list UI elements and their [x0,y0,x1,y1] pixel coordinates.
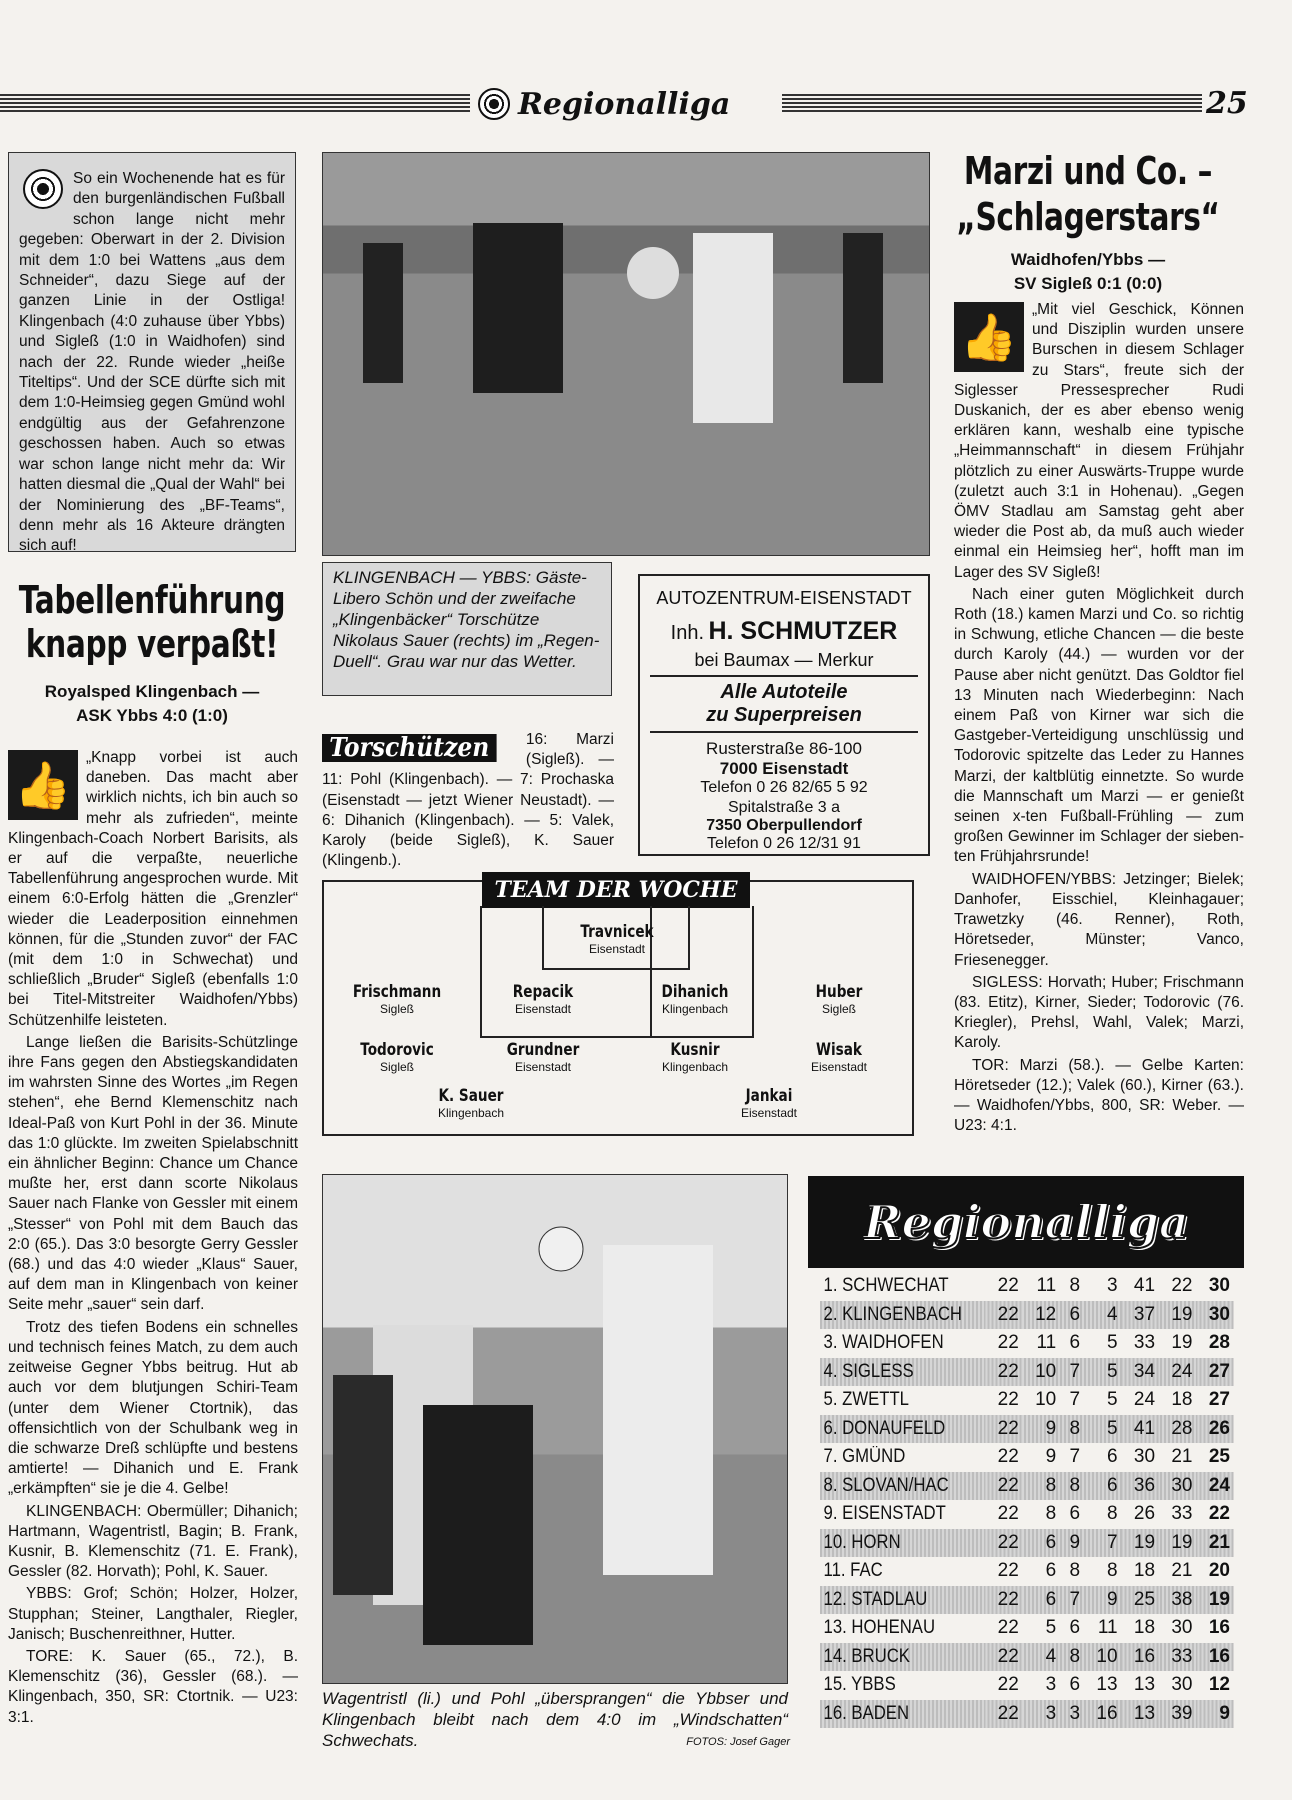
standings-cell: 22 [997,1389,1019,1411]
standings-cell: 3 [1069,1702,1081,1724]
standings-cell: 5 [1106,1417,1118,1439]
standings-cell: 5 [1045,1617,1057,1639]
ad-addr1: Rusterstraße 86-100 [706,739,862,758]
standings-row [820,1643,1234,1672]
standings-cell: 41 [1133,1417,1156,1439]
thumbs-up-icon: 👍 [954,302,1024,372]
team-player: Frischmann Sigleß [352,982,442,1016]
standings-cell: 22 [997,1446,1019,1468]
standings-cell: 33 [1171,1645,1193,1667]
team-player: Jankai Eisenstadt [740,1086,798,1120]
standings-cell: 6 [1069,1503,1081,1525]
photo-1-caption: KLINGENBACH — YBBS: Gäste-Libero Schön und der zweifache „Klingenbäcker“ Torschütze Nikolaus Sauer (rechts) im „Regen-Duell“. Grau war nur das Wetter. [322,562,612,696]
football-icon [478,88,510,120]
standings-cell: 8 [1069,1417,1081,1439]
standings-cell: 9 [1045,1446,1057,1468]
standings-cell: 41 [1133,1275,1156,1297]
right-match-line2: SV Sigleß 0:1 (0:0) [1013,274,1163,293]
standings-cell: 8 [1045,1474,1057,1496]
standings-cell: 11 [1097,1617,1118,1639]
standings-row [820,1671,1234,1700]
standings-table-wrap [820,1272,1234,1728]
standings-cell: 6 [1045,1531,1057,1553]
standings-cell: 22 [997,1588,1019,1610]
standings-cell: 5 [1106,1332,1118,1354]
standings-cell: 28 [1208,1332,1230,1354]
standings-cell: 7 [1069,1389,1081,1411]
standings-cell: 7 [1069,1360,1081,1382]
standings-cell: 22 [997,1303,1019,1325]
standings-cell: 22 [997,1503,1019,1525]
header-section [478,84,778,124]
standings-team: 9. EISENSTADT [823,1503,946,1525]
team-player: Repacik Eisenstadt [512,982,574,1016]
standings-team: 3. WAIDHOFEN [823,1332,944,1354]
photo-2-caption: Wagentristl (li.) und Pohl „übersprangen“ die Ybbser und Klingenbach bleibt nach dem 4:0 im „Windschatten“ Schwechats. [322,1689,788,1750]
standings-cell: 9 [1106,1588,1118,1610]
scorers-text: 16: Marzi (Sigleß). — 11: Pohl (Klingenbach). — 7: Prochaska (Eisenstadt — jetzt Wiener Neustadt). — 6: Dihanich (Klingenbach). — 5: Valek, Karoly (beide Sigleß), K. Sauer (Klingenb.). [322,731,614,870]
left-paragraph-2: Lange ließen die Barisits-Schützlinge ihre Fans gegen den Abstiegskandidaten im wahrsten Sinne des Wortes „im Regen stehen“, ehe Bernd Klemenschitz nach Ideal-Paß von Kurt Pohl in der 36. Minute das 1:0 glückte. Im zweiten Spielabschnitt ein ähnlicher Beginn: Chance um Chance mußte her, erst dann scorte Nikolaus Sauer nach Flanke von Gessler mit einem „Stesser“ von Pohl mit dem Bauch das 2:0 (65.). Das 3:0 besorgte Gerry Gessler (68.) und das 4:0 wieder „Klaus“ Sauer, auf dem man in Klingenbach von keiner Seite mehr „sauer“ sein darf. [8,1033,298,1314]
standings-row [820,1358,1234,1387]
team-player: Wisak Eisenstadt [810,1040,868,1074]
standings-cell: 25 [1208,1446,1230,1468]
standings-cell: 5 [1106,1389,1118,1411]
standings-cell: 18 [1171,1389,1193,1411]
standings-row [820,1329,1234,1358]
standings-cell: 36 [1133,1474,1156,1496]
standings-cell: 22 [997,1645,1019,1667]
standings-cell: 10 [1035,1389,1057,1411]
standings-cell: 8 [1069,1645,1081,1667]
intro-text: So ein Wochenende hat es für den burgenländischen Fußball schon lange nicht mehr gegeben: Oberwart in der 2. Division mit dem 1:0 bei Wattens „aus dem Schneider“, dazu Siege auf der ganzen Linie in der Ostliga! Klingenbach (4:0 zuhause über Ybbs) und Sigleß (1:0 in Waidhofen) sind nach der 22. Runde wieder „heiße Titeltips“. Und der SCE dürfte sich mit dem 1:0-Heimsieg gegen Gmünd wohl endgültig aus der Gefahrenzone geschossen haben. Auch so etwas war schon lange nicht mehr da: Wir hatten diesmal die „Qual der Wahl“ bei der Nominierung des „BF-Teams“, denn mehr als 16 Akteure drängten sich auf! [19,170,285,555]
ad-tel1: Telefon 0 26 82/65 5 92 [700,779,868,796]
match-photo-1 [322,152,930,556]
team-player: Todorovic Sigleß [360,1040,434,1074]
standings-row [820,1443,1234,1472]
standings-cell: 13 [1133,1674,1156,1696]
standings-cell: 20 [1208,1560,1230,1582]
standings-cell: 38 [1171,1588,1193,1610]
standings-cell: 10 [1096,1645,1118,1667]
standings-cell: 11 [1036,1332,1057,1354]
standings-cell: 6 [1106,1474,1118,1496]
ad-line2 [650,617,918,646]
standings-row [820,1700,1234,1729]
standings-cell: 9 [1045,1417,1057,1439]
standings-cell: 27 [1208,1389,1230,1411]
standings-row [820,1529,1234,1558]
team-player: Huber Sigleß [815,982,863,1016]
standings-cell: 22 [997,1702,1019,1724]
standings-cell: 30 [1208,1303,1230,1325]
ad-slogan1: Alle Autoteile [720,681,848,703]
standings-team: 4. SIGLESS [823,1360,914,1382]
standings-cell: 18 [1133,1617,1156,1639]
standings-cell: 16 [1133,1645,1156,1667]
standings-row [820,1415,1234,1444]
standings-cell: 24 [1133,1389,1156,1411]
standings-cell: 30 [1208,1275,1230,1297]
left-match-line2: ASK Ybbs 4:0 (1:0) [76,706,228,725]
standings-cell: 6 [1106,1446,1118,1468]
standings-cell: 39 [1171,1702,1193,1724]
left-lineup-2: YBBS: Grof; Schön; Holzer, Holzer, Stupphan; Steiner, Langthaler, Riegler, Janisch; Buschenreithner, Hutter. [8,1585,298,1643]
standings-cell: 6 [1069,1332,1081,1354]
standings-cell: 3 [1045,1674,1057,1696]
standings-cell: 19 [1171,1303,1193,1325]
ad-tel2: Telefon 0 26 12/31 91 [707,835,861,852]
standings-row [820,1301,1234,1330]
standings-cell: 24 [1208,1474,1230,1496]
left-match-line1: Royalsped Klingenbach — [44,682,260,701]
standings-cell: 5 [1106,1360,1118,1382]
standings-cell: 34 [1133,1360,1156,1382]
standings-cell: 27 [1208,1360,1230,1382]
standings-row [820,1500,1234,1529]
standings-cell: 21 [1208,1531,1230,1553]
standings-table [820,1272,1234,1728]
right-paragraph-1: „Mit viel Geschick, Können und Disziplin wurden unsere Burschen in diesem Schlager zu Stars“, freute sich der Siglesser Pressesprecher Rudi Duskanich, der es aber ebenso wenig erklären kann, weshalb eine typische „Heimmannschaft“ in diesem Frühjahr plötzlich zu einer Auswärts-Truppe wurde (zuletzt auch 3:1 in Hohenau). „Gegen ÖMV Stadlau am Samstag geht aber wieder die Post ab, da muß auch wieder einmal ein Heimsieg her“, hofft man im Lager des SV Sigleß! [954,301,1244,581]
standings-cell: 3 [1045,1702,1057,1724]
standings-cell: 4 [1106,1303,1118,1325]
standings-cell: 8 [1069,1560,1081,1582]
standings-cell: 33 [1171,1503,1193,1525]
standings-cell: 19 [1171,1531,1193,1553]
header-rule-right [782,92,1202,112]
standings-cell: 26 [1208,1417,1230,1439]
standings-cell: 6 [1069,1617,1081,1639]
standings-cell: 19 [1133,1531,1156,1553]
standings-cell: 13 [1133,1702,1156,1724]
right-headline-line2: „Schlagerstars“ [956,195,1220,239]
standings-cell: 30 [1171,1474,1193,1496]
ad-addr3: Spitalstraße 3 a [727,799,841,816]
left-headline-line1: Tabellenführung [18,578,286,622]
photo-2-figures [323,1175,788,1684]
standings-cell: 33 [1133,1332,1156,1354]
team-player: Dihanich Klingenbach [661,982,729,1016]
standings-cell: 21 [1171,1446,1193,1468]
left-paragraph-3: Trotz des tiefen Bodens ein schnelles und technisch feines Match, zu dem auch zeitweise Gegner Ybbs beitrug. Hut ab auch vor dem blutjungen Schiri-Team (unter dem Wiener Ctortnik), das offensichtlich von der Schulbank weg in die schwarze Dreß schlüpfte und bestens amtierte! — Dihanich und E. Frank „erkämpften“ sie je die 4. Gelbe! [8,1318,298,1498]
football-icon [23,169,63,209]
standings-cell: 22 [997,1617,1019,1639]
standings-team: 1. SCHWECHAT [823,1275,949,1297]
standings-cell: 30 [1171,1674,1193,1696]
team-player: Travnicek Eisenstadt [580,922,654,956]
standings-team: 14. BRUCK [823,1645,910,1667]
standings-team: 10. HORN [823,1531,901,1553]
standings-cell: 9 [1069,1531,1081,1553]
section-title: Regionalliga [518,86,731,122]
standings-cell: 28 [1171,1417,1193,1439]
standings-cell: 16 [1096,1702,1118,1724]
standings-cell: 22 [997,1474,1019,1496]
standings-cell: 21 [1171,1560,1193,1582]
header-rule-left [0,92,470,112]
standings-team: 5. ZWETTL [823,1389,909,1411]
ad-addr4: 7350 Oberpullendorf [706,817,862,834]
standings-team: 16. BADEN [823,1702,910,1724]
standings-cell: 18 [1133,1560,1156,1582]
page-number: 25 [1206,86,1248,121]
standings-cell: 22 [997,1360,1019,1382]
left-tore: TORE: K. Sauer (65., 72.), B. Klemenschitz (36), Gessler (68.). — Klingenbach, 350, SR: Ctortnik. — U23: 3:1. [8,1647,298,1726]
standings-cell: 4 [1045,1645,1057,1667]
standings-cell: 6 [1045,1588,1057,1610]
standings-cell: 8 [1069,1275,1081,1297]
standings-cell: 30 [1133,1446,1156,1468]
left-headline-line2: knapp verpaßt! [25,622,279,666]
right-article-body [954,300,1244,1166]
standings-team: 7. GMÜND [823,1446,906,1468]
standings-team: 6. DONAUFELD [823,1417,946,1439]
standings-row [820,1614,1234,1643]
standings-cell: 8 [1045,1503,1057,1525]
standings-row [820,1586,1234,1615]
team-title: TEAM DER WOCHE [482,872,750,908]
left-lineup-1: KLINGENBACH: Obermüller; Dihanich; Hartmann, Wagentristl, Bagin; B. Frank, Kusnir, B. Klemenschitz (71. E. Frank), Gessler (82. Horvath); Pohl, K. Sauer. [8,1502,298,1581]
standings-team: 15. YBBS [823,1674,896,1696]
standings-team: 13. HOHENAU [823,1617,936,1639]
standings-row [820,1557,1234,1586]
left-article-body [8,748,298,1758]
standings-cell: 22 [997,1531,1019,1553]
standings-cell: 22 [997,1674,1019,1696]
standings-cell: 6 [1045,1560,1057,1582]
right-tore: TOR: Marzi (58.). — Gelbe Karten: Höretseder (12.); Valek (60.), Kirner (63.). — Waidhofen/Ybbs, 800, SR: Weber. — U23: 4:1. [954,1056,1244,1135]
intro-box [8,152,296,555]
standings-cell: 7 [1106,1531,1118,1553]
standings-cell: 12 [1035,1303,1057,1325]
standings-team: 2. KLINGENBACH [823,1303,962,1325]
standings-row [820,1472,1234,1501]
standings-cell: 22 [997,1332,1019,1354]
standings-row [820,1386,1234,1415]
team-player: Kusnir Klingenbach [661,1040,729,1074]
photo-2-credit: FOTOS: Josef Gager [686,1736,790,1748]
ad-box [638,574,930,856]
photo-1-figures [323,153,930,556]
standings-cell: 26 [1133,1503,1156,1525]
right-lineup-2: SIGLESS: Horvath; Huber; Frischmann (83. Etitz), Kirner, Sieder; Todorovic (76. Kriegler), Prehsl, Wahl, Valek; Marzi, Karoly. [954,973,1244,1052]
standings-cell: 3 [1106,1275,1118,1297]
ad-line3: bei Baumax — Merkur [650,650,918,677]
standings-title: Regionalliga [863,1195,1189,1249]
standings-cell: 7 [1069,1446,1081,1468]
standings-cell: 10 [1035,1360,1057,1382]
standings-cell: 30 [1171,1617,1193,1639]
right-match-line1: Waidhofen/Ybbs — [1010,250,1166,269]
standings-cell: 22 [1208,1503,1230,1525]
standings-cell: 24 [1171,1360,1193,1382]
standings-team: 8. SLOVAN/HAC [823,1474,949,1496]
standings-team: 11. FAC [823,1560,883,1582]
standings-cell: 6 [1069,1674,1081,1696]
right-headline-line1: Marzi und Co. – [963,149,1213,193]
scorers-box [322,730,614,870]
standings-cell: 8 [1069,1474,1081,1496]
standings-cell: 13 [1096,1674,1118,1696]
standings-banner [808,1176,1244,1268]
right-paragraph-2: Nach einer guten Möglichkeit durch Roth (18.) kamen Marzi und Co. so richtig in Schwung, etliche Chancen — die beste durch Karoly (44.) — wurden vor der Pause aber nicht genützt. Das Goldtor fiel 13 Minuten nach Wiederbeginn: Nach einem Paß von Kirner war sich die Gastgeber-Verteidigung unschlüssig und Todorovic spitzelte das Leder zu Hannes Marzi, der kaltblütig einnetzte. So wurde die Mannschaft um Marzi — er genießt seinen x-ten Fußball-Frühling — zum großen Gewinner im Schlager der sieben-ten Frühjahrsrunde! [954,585,1244,866]
standings-cell: 22 [1171,1275,1193,1297]
ad-owner-name: H. SCHMUTZER [708,617,898,645]
ad-slogan2: zu Superpreisen [650,704,918,733]
standings-cell: 8 [1106,1560,1118,1582]
standings-team: 12. STADLAU [823,1588,928,1610]
team-player: K. Sauer Klingenbach [437,1086,505,1120]
team-of-week [322,877,914,1136]
standings-cell: 19 [1171,1332,1193,1354]
standings-cell: 22 [997,1560,1019,1582]
standings-cell: 6 [1069,1303,1081,1325]
standings-cell: 19 [1208,1588,1230,1610]
standings-cell: 25 [1133,1588,1156,1610]
ad-line1: AUTOZENTRUM-EISENSTADT [656,588,912,608]
standings-cell: 11 [1036,1275,1057,1297]
ad-addr2: 7000 Eisenstadt [719,759,849,778]
right-headline [946,148,1230,294]
standings-cell: 7 [1069,1588,1081,1610]
team-player: Grundner Eisenstadt [506,1040,580,1074]
left-headline [8,578,296,726]
match-photo-2 [322,1174,788,1684]
standings-cell: 8 [1106,1503,1118,1525]
right-lineup-1: WAIDHOFEN/YBBS: Jetzinger; Bielek; Danhofer, Eisschiel, Kleinhagauer; Trawetzky (46. Renner), Roth, Höretseder, Münster; Vanco, Friesenegger. [954,870,1244,969]
standings-cell: 16 [1208,1645,1230,1667]
ad-owner-prefix: Inh. [670,622,704,644]
standings-cell: 22 [997,1417,1019,1439]
standings-cell: 12 [1208,1674,1230,1696]
standings-cell: 37 [1133,1303,1156,1325]
thumbs-up-icon: 👍 [8,750,78,820]
scorers-title: Torschützen [322,734,497,762]
standings-cell: 9 [1219,1702,1230,1724]
standings-cell: 22 [997,1275,1019,1297]
left-paragraph-1: „Knapp vorbei ist auch daneben. Das macht aber wirklich nichts, ich bin auch so mehr als zufrieden“, meinte Klingenbach-Coach Norbert Barisits, als er auf die verpaßte, neuerliche Tabellenführung angesprochen wurde. Mit einem 6:0-Erfolg hätten die „Grenzler“ wieder die Leaderposition einnehmen können, für die „Stunden zuvor“ der FAC (mit dem 1:0 in Schwechat) und schließlich „Bruder“ Sigleß (ebenfalls 1:0 bei Titel-Mitstreiter Waidhofen/Ybbs) Schützenhilfe leisteten. [8,749,298,1029]
standings-cell: 16 [1208,1617,1230,1639]
standings-row [820,1272,1234,1301]
